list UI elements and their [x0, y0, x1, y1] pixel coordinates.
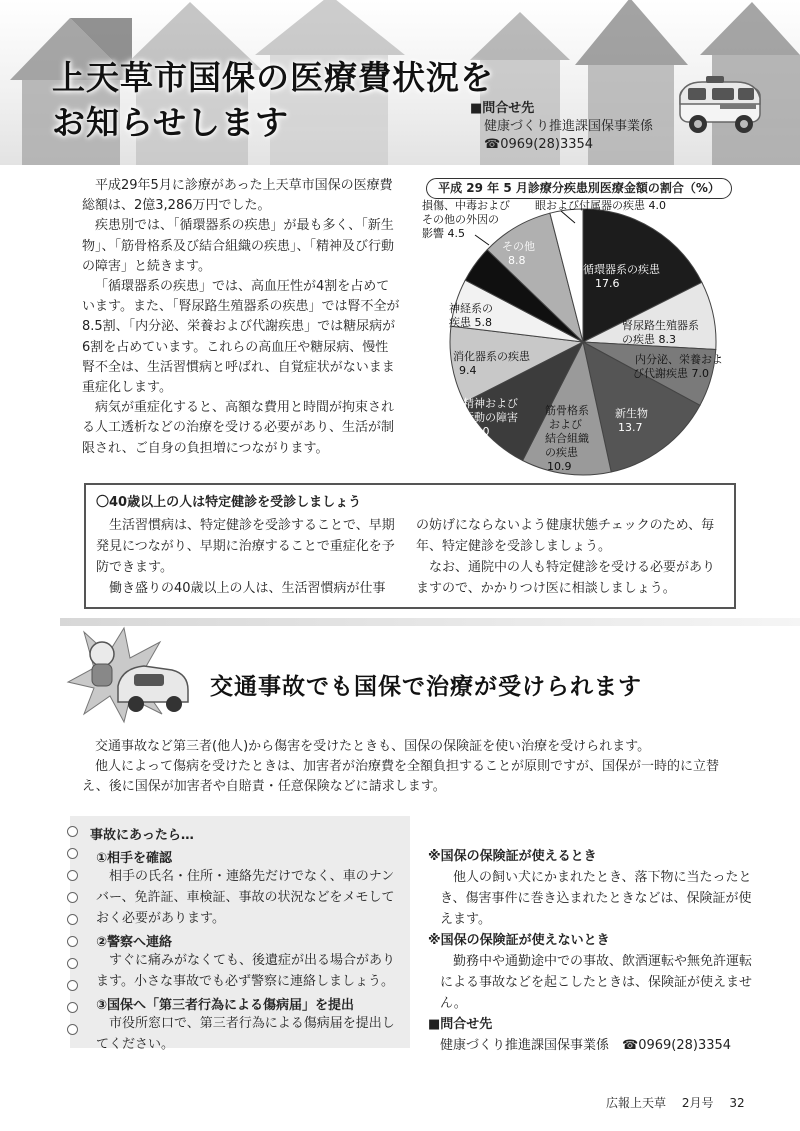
intro-paragraph: 「循環器系の疾患」では、高血圧性が4割を占めています。また、「腎尿路生殖器系の疾患」では腎不全が8.5割、「内分泌、栄養および代謝疾患」では糖尿病が6割を占めています。これらの高血圧や糖尿病、慢性腎不全は、生活習慣病と呼ばれ、自覚症状がないまま重症化します。	[82, 279, 400, 396]
health-checkup-notice	[84, 483, 736, 609]
car-accident-illustration	[64, 624, 194, 724]
label-musculoskeletal: 筋骨格系	[545, 404, 589, 417]
label-digestive: 消化器系の疾患	[453, 350, 530, 363]
page-number: 32	[729, 1096, 745, 1110]
contact-dept: 健康づくり推進課国保事業係	[484, 119, 654, 134]
not-usable-text: 勤務中や通勤途中での事故、飲酒運転や無免許運転による事故などを起こしたときは、保険証が使えません。	[440, 954, 753, 1011]
section2-paragraph: 交通事故など第三者(他人)から傷害を受けたときも、国保の保険証を使い治療を受けられます。	[95, 739, 651, 754]
accident-steps-notebook	[70, 816, 410, 1052]
value-circulatory: 17.6	[595, 277, 620, 290]
label-urinary: 腎尿路生殖器系	[622, 319, 699, 332]
intro-paragraph: 平成29年5月に診療があった上天草市国保の医療費総額は、2億3,286万円でした。	[82, 178, 393, 214]
notice-paragraph: なお、通院中の人も特定健診を受ける必要がありますので、かかりつけ医に相談しましょう。	[416, 560, 716, 596]
label-musculoskeletal: および	[549, 418, 582, 431]
contact-info-top	[470, 100, 653, 154]
label-endocrine: 内分泌、栄養およ	[635, 353, 723, 366]
ambulance-icon	[676, 70, 768, 136]
section2-title: 交通事故でも国保で治療が受けられます	[210, 674, 642, 700]
notebook-ring	[67, 914, 78, 925]
value-urinary: の疾患 8.3	[622, 333, 676, 346]
label-mental: 精神および	[463, 397, 518, 410]
value-other: 8.8	[508, 254, 526, 267]
notebook-ring	[67, 1002, 78, 1013]
step-3-text: 市役所窓口で、第三者行為による傷病届を提出してください。	[96, 1016, 395, 1052]
page-footer	[606, 1094, 745, 1111]
notebook-ring	[67, 936, 78, 947]
intro-paragraph: 疾患別では、「循環器系の疾患」が最も多く、「新生物」、「筋骨格系及び結合組織の疾患」、「精神及び行動の障害」と続きます。	[82, 218, 395, 274]
section2-text	[82, 737, 742, 798]
label-injury: 損傷、中毒および	[422, 199, 510, 212]
publication-name: 広報上天草	[606, 1096, 667, 1110]
label-circulatory: 循環器系の疾患	[583, 263, 660, 276]
usable-heading: ※国保の保険証が使えるとき	[428, 849, 597, 864]
label-musculoskeletal: 結合組織	[545, 432, 589, 445]
notice-paragraph: の妨げにならないよう健康状態チェックのため、毎年、特定健診を受診しましょう。	[416, 518, 715, 554]
chart-title: 平成 29 年 5 月診療分疾患別医療金額の割合（%）	[426, 178, 732, 199]
label-mental: 行動の障害	[463, 411, 518, 424]
not-usable-heading: ※国保の保険証が使えないとき	[428, 933, 610, 948]
value-injury: 影響 4.5	[422, 227, 465, 240]
label-musculoskeletal: の疾患	[545, 446, 578, 459]
notebook-ring	[67, 958, 78, 969]
notice-heading: 〇40歳以上の人は特定健診を受診しましょう	[96, 495, 362, 510]
intro-text	[82, 176, 400, 459]
step-1-heading: ①相手を確認	[96, 851, 173, 866]
value-musculoskeletal: 10.9	[547, 460, 572, 473]
contact-tel: ☎0969(28)3354	[484, 137, 594, 152]
usable-text: 他人の飼い犬にかまれたとき、落下物に当たったとき、傷害事件に巻き込まれたときなどは、保険証が使えます。	[440, 870, 752, 927]
notebook-ring	[67, 870, 78, 881]
notice-column-right	[416, 515, 726, 599]
notebook-ring	[67, 892, 78, 903]
page-title: 上天草市国保の医療費状況を お知らせします	[52, 58, 494, 142]
notebook-heading: 事故にあったら…	[90, 828, 194, 843]
notebook-ring	[67, 848, 78, 859]
label-injury: その他の外因の	[422, 213, 499, 226]
value-endocrine: び代謝疾患 7.0	[633, 367, 709, 380]
section2-paragraph: 他人によって傷病を受けたときは、加害者が治療費を全額負担することが原則ですが、国保が一時的に立替え、後に国保が加害者や自賠責・任意保険などに請求します。	[82, 759, 720, 795]
notice-paragraph: 生活習慣病は、特定健診を受診することで、早期発見につながり、早期に治療することで重症化を予防できます。	[96, 518, 395, 575]
contact-label: ■問合せ先	[470, 101, 535, 116]
label-nervous: 神経系の	[449, 302, 493, 315]
pie-chart	[405, 195, 740, 477]
value-nervous: 疾患 5.8	[449, 316, 492, 329]
label-eye: 眼および付属器の疾患 4.0	[535, 199, 666, 212]
step-1-text: 相手の氏名・住所・連絡先だけでなく、車のナンバー、免許証、車検証、事故の状況などをメモしておく必要があります。	[96, 869, 395, 926]
step-2-heading: ②警察へ連絡	[96, 935, 173, 950]
notebook-ring	[67, 980, 78, 991]
intro-paragraph: 病気が重症化すると、高額な費用と時間が拘束される人工透析などの治療を受ける必要があり、生活が制限され、ご自身の負担増につながります。	[82, 400, 395, 456]
step-2-text: すぐに痛みがなくても、後遺症が出る場合があります。小さな事故でも必ず警察に連絡しましょう。	[96, 953, 396, 989]
value-mental: 10.0	[465, 425, 490, 438]
value-digestive: 9.4	[459, 364, 477, 377]
insurance-usage-info	[428, 846, 760, 1056]
label-neoplasm: 新生物	[615, 407, 648, 420]
label-other: その他	[502, 240, 535, 253]
notice-paragraph: 働き盛りの40歳以上の人は、生活習慣病が仕事	[109, 581, 386, 596]
step-3-heading: ③国保へ「第三者行為による傷病届」を提出	[96, 998, 355, 1013]
page-header	[0, 0, 800, 165]
notice-column-left	[96, 515, 396, 599]
notebook-ring	[67, 826, 78, 837]
contact-label: ■問合せ先	[428, 1017, 493, 1032]
value-neoplasm: 13.7	[618, 421, 643, 434]
contact-line: 健康づくり推進課国保事業係 ☎0969(28)3354	[440, 1038, 732, 1053]
notebook-ring	[67, 1024, 78, 1035]
issue-label: 2月号	[681, 1096, 714, 1110]
